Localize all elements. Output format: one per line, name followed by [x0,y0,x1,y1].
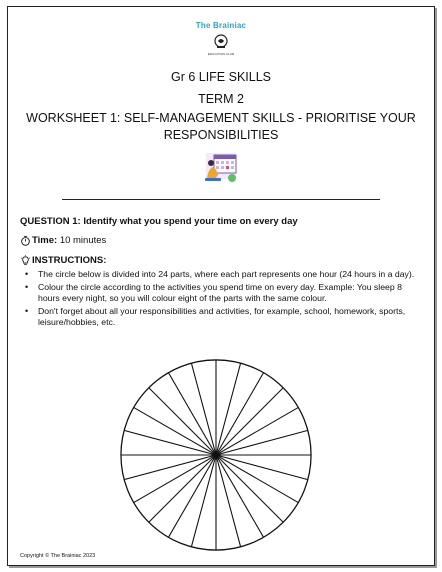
list-item: • Colour the circle according to the activities you spend time on every day. Example: You sleep 8 hours every night, so you will colour eight of the parts with the same colour. [20,282,420,305]
list-item: • The circle below is divided into 24 parts, where each part represents one hour (24 hours in a day). [20,269,420,281]
grade-subject-heading: Gr 6 LIFE SKILLS [170,70,272,84]
brainiac-logo-icon [211,32,231,52]
time-label: Time: [32,235,58,246]
question-title: QUESTION 1: Identify what you spend your time on every day [20,216,298,227]
brand-name: The Brainiac [195,21,247,30]
section-divider [62,199,380,200]
lightbulb-icon [20,255,31,266]
instructions-heading-row [20,255,106,266]
stopwatch-icon [20,235,31,246]
worksheet-title: WORKSHEET 1: SELF-MANAGEMENT SKILLS - PRIORITISE YOUR RESPONSIBILITIES [26,111,416,142]
time-wheel-24-segments[interactable] [118,357,314,553]
logo-caption: EDUCATION CLUB [207,52,235,56]
worksheet-page [7,6,435,566]
instructions-list [20,269,420,330]
instructions-label: INSTRUCTIONS: [32,255,107,266]
list-item: • Don't forget about all your responsibilities and activities, for example, school, homework, sports, leisure/hobbies, etc. [20,306,420,329]
term-heading: TERM 2 [198,92,244,106]
time-row [20,235,106,246]
copyright-footer: Copyright © The Brainiac 2023 [20,553,96,559]
time-value: 10 minutes [59,235,107,246]
person-calendar-illustration-icon [202,151,242,185]
